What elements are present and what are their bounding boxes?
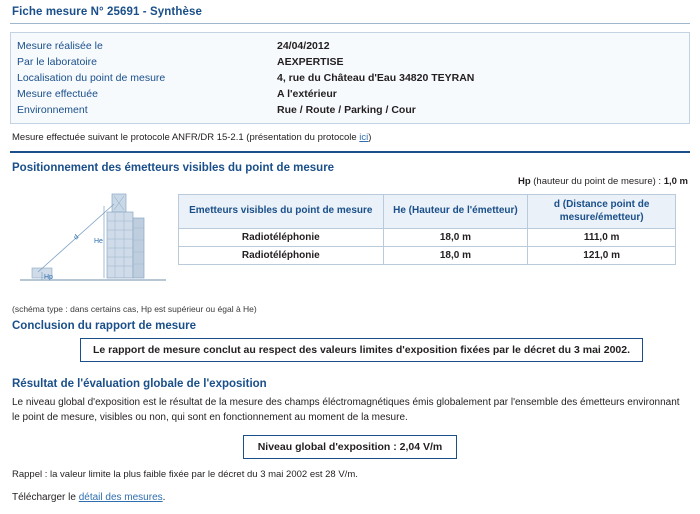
info-value: AEXPERTISE <box>277 56 344 68</box>
info-value: 24/04/2012 <box>277 40 330 52</box>
cell-distance: 121,0 m <box>528 247 676 265</box>
hp-note-text: (hauteur du point de mesure) : <box>533 176 662 187</box>
info-value: A l'extérieur <box>277 88 337 100</box>
info-label: Localisation du point de mesure <box>17 72 166 84</box>
global-exposure-level-box: Niveau global d'exposition : 2,04 V/m <box>243 435 458 459</box>
measurement-info-table <box>11 38 689 118</box>
download-suffix: . <box>162 492 166 503</box>
svg-text:Hp: Hp <box>44 274 53 281</box>
download-details-link[interactable]: détail des mesures <box>78 492 163 503</box>
info-value: 4, rue du Château d'Eau 34820 TEYRAN <box>277 72 475 84</box>
conclusion-box: Le rapport de mesure conclut au respect des valeurs limites d'exposition fixées par le décret du 3 mai 2002. <box>80 338 643 362</box>
info-label: Par le laboratoire <box>17 56 97 68</box>
protocol-note <box>10 130 690 143</box>
download-prefix: Télécharger le <box>12 492 79 503</box>
table-header-row <box>179 195 676 229</box>
info-label: Environnement <box>17 104 88 116</box>
emitters-section <box>10 176 690 314</box>
table-row <box>11 70 689 86</box>
cell-he: 18,0 m <box>383 247 528 265</box>
hp-label: Hp <box>517 176 531 187</box>
table-row <box>179 247 676 265</box>
measurement-info-panel <box>10 32 690 124</box>
schema-caption: (schéma type : dans certains cas, Hp est supérieur ou égal à He) <box>12 304 257 314</box>
protocol-link[interactable]: ici <box>359 132 369 143</box>
hp-value: 1,0 m <box>663 176 688 187</box>
table-row <box>179 229 676 247</box>
info-value: Rue / Route / Parking / Cour <box>277 104 416 116</box>
title-divider <box>10 23 690 24</box>
page-title: Fiche mesure N° 25691 - Synthèse <box>12 6 202 18</box>
table-row <box>11 102 689 118</box>
info-label: Mesure réalisée le <box>17 40 103 52</box>
section-divider <box>10 151 690 153</box>
table-row <box>11 86 689 102</box>
info-label: Mesure effectuée <box>17 88 98 100</box>
protocol-suffix: ) <box>368 132 372 143</box>
column-header-emitter: Emetteurs visibles du point de mesure <box>179 195 384 229</box>
cell-distance: 111,0 m <box>528 229 676 247</box>
cell-emitter: Radiotéléphonie <box>179 229 384 247</box>
measurement-schema-diagram <box>14 188 174 300</box>
column-header-he: He (Hauteur de l'émetteur) <box>383 195 528 229</box>
emitters-table <box>178 194 676 265</box>
limit-reminder: Rappel : la valeur limite la plus faible fixée par le décret du 3 mai 2002 est 28 V/m. <box>12 469 358 480</box>
table-row <box>11 54 689 70</box>
hp-note <box>518 176 688 187</box>
table-row <box>11 38 689 54</box>
conclusion-heading: Conclusion du rapport de mesure <box>12 320 197 332</box>
protocol-text: Mesure effectuée suivant le protocole ANFR/DR 15-2.1 (présentation du protocole <box>12 132 360 143</box>
cell-emitter: Radiotéléphonie <box>179 247 384 265</box>
evaluation-paragraph: Le niveau global d'exposition est le résultat de la mesure des champs éléctromagnétiques émis globalement par l'ensemble des émetteurs environnant le point de mesure, visibles ou non, qui sont en fonctionnement au moment de la mesure. <box>12 397 680 423</box>
svg-text:d: d <box>72 233 81 242</box>
emitters-heading: Positionnement des émetteurs visibles du point de mesure <box>12 162 335 174</box>
conclusion-row <box>10 338 690 362</box>
cell-he: 18,0 m <box>383 229 528 247</box>
svg-text:He: He <box>94 238 103 245</box>
download-row <box>12 492 690 503</box>
column-header-distance: d (Distance point de mesure/émetteur) <box>528 195 676 229</box>
level-row <box>10 435 690 459</box>
evaluation-heading: Résultat de l'évaluation globale de l'exposition <box>12 378 267 390</box>
